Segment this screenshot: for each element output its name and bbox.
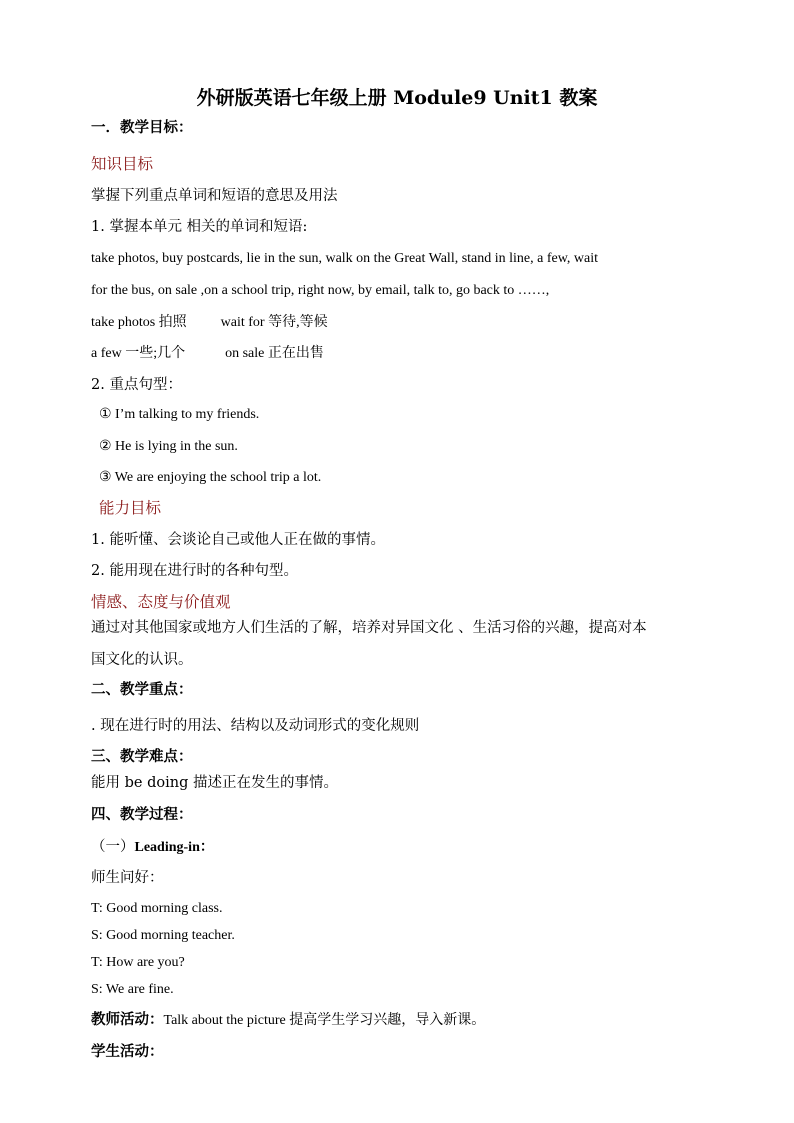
- section-4-heading: 四、教学过程：: [91, 806, 193, 823]
- section-2-text: . 现在进行时的用法、结构以及动词形式的变化规则: [91, 718, 420, 734]
- phrases-line-1: take photos, buy postcards, lie in the sun, walk on the Great Wall, stand in line, a few, wait: [91, 251, 599, 266]
- dialog-line-2: S: Good morning teacher.: [91, 928, 235, 943]
- ability-1: 1. 能听懂、会谈论自己或他人正在做的事情。: [91, 532, 385, 548]
- key-sentence-2: ② He is lying in the sun.: [99, 439, 238, 454]
- dialog-line-3: T: How are you?: [91, 955, 185, 970]
- item-1: 1. 掌握本单元 相关的单词和短语:: [91, 219, 308, 235]
- document-title: 外研版英语七年级上册 Module9 Unit1 教案: [196, 87, 598, 109]
- gloss-row-1: [91, 313, 328, 332]
- teacher-activity-label: 教师活动：: [91, 1011, 164, 1028]
- gloss-wait-for: wait for 等待,等候: [220, 315, 328, 330]
- teacher-activity: [91, 1011, 485, 1030]
- gloss-take-photos: take photos 拍照: [91, 315, 187, 330]
- leadin-prefix: （一）: [91, 839, 135, 855]
- leadin-label: Leading-in：: [134, 840, 214, 855]
- key-sentence-3: ③ We are enjoying the school trip a lot.: [99, 470, 322, 485]
- item-2: 2. 重点句型：: [91, 377, 182, 393]
- section-3-heading: 三、教学难点：: [91, 748, 193, 765]
- section-1-heading: 一．教学目标：: [91, 119, 193, 136]
- ability-2: 2. 能用现在进行时的各种句型。: [91, 563, 298, 579]
- dialog-line-4: S: We are fine.: [91, 982, 174, 997]
- teacher-activity-text: Talk about the picture 提高学生学习兴趣，导入新课。: [163, 1013, 486, 1028]
- key-sentence-1: ① I’m talking to my friends.: [99, 407, 260, 422]
- section-3-text: 能用 be doing 描述正在发生的事情。: [91, 775, 338, 791]
- phrases-line-2: for the bus, on sale ,on a school trip, right now, by email, talk to, go back to ……,: [91, 283, 550, 298]
- dialog-line-1: T: Good morning class.: [91, 901, 223, 916]
- knowledge-goal-heading: 知识目标: [91, 155, 154, 173]
- gloss-on-sale: on sale 正在出售: [225, 346, 324, 361]
- gloss-row-2: [91, 344, 324, 363]
- leadin-heading: [91, 838, 214, 857]
- ability-goal-heading: 能力目标: [99, 499, 162, 517]
- section-2-heading: 二、教学重点：: [91, 681, 193, 698]
- attitude-line-1: 通过对其他国家或地方人们生活的了解，培养对异国文化 、生活习俗的兴趣，提高对本: [91, 620, 647, 636]
- attitude-goal-heading: 情感、态度与价值观: [91, 593, 231, 611]
- knowledge-intro: 掌握下列重点单词和短语的意思及用法: [91, 188, 338, 204]
- greeting: 师生问好：: [91, 870, 164, 886]
- gloss-a-few: a few 一些;几个: [91, 346, 186, 361]
- student-activity-label: 学生活动：: [91, 1043, 164, 1060]
- attitude-line-2: 国文化的认识。: [91, 652, 193, 668]
